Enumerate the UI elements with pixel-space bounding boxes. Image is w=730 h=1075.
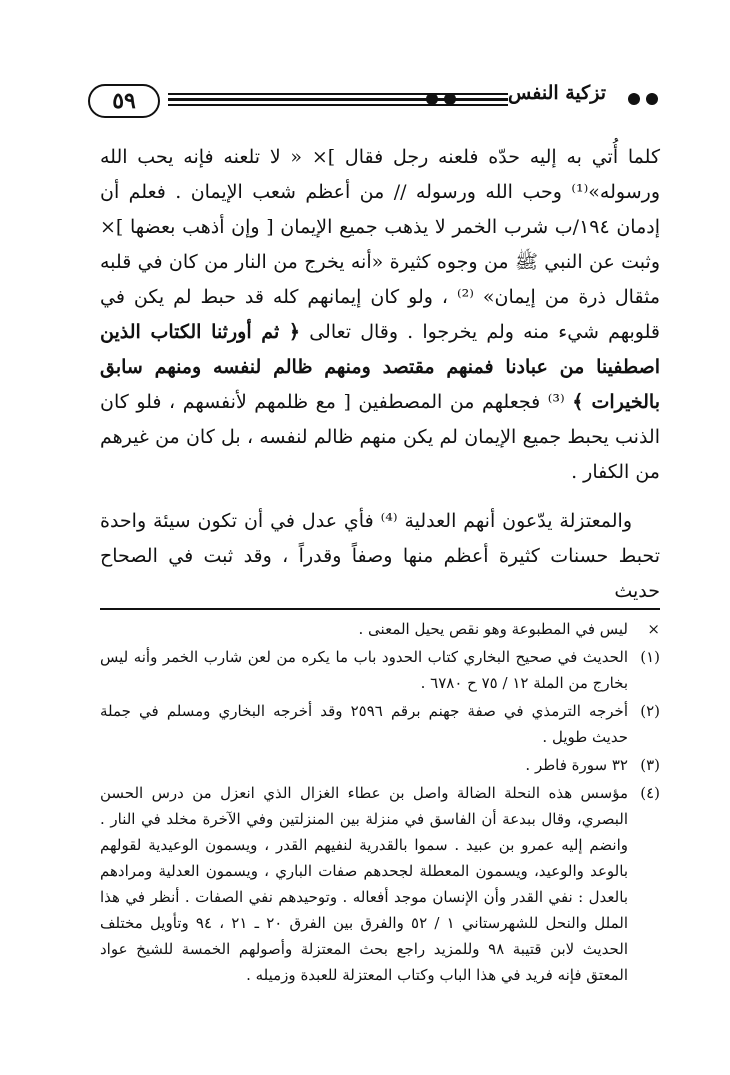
footnote <box>100 780 660 988</box>
footnote-separator <box>100 608 660 610</box>
body-paragraph <box>100 140 660 490</box>
footnote <box>100 698 660 750</box>
footnote-marker: (٤) <box>640 784 660 802</box>
ornament-dot <box>628 93 640 105</box>
footnote-marker: (٣) <box>640 756 660 774</box>
footnote-marker: (١) <box>640 648 660 666</box>
footnote-text: مؤسس هذه النحلة الضالة واصل بن عطاء الغزال الذي انعزل من درس الحسن البصري، وقال ببدعة أن الفاسق في منزلة بين المنزلتين وفي الآخرة مخلد في النار . وانضم إليه عمرو بن عبيد . سموا بالقدرية لنفيهم القدر ، ويسمون الوعيدية لقولهم بالوعد والوعيد، ويسمون المعطلة لجحدهم صفات الباري ، ويسمون العدلية ومرادهم بالعدل : نفي القدر وأن الإنسان موجد أفعاله . وتوحيدهم نفي الصفات . أنظر في هذا الملل والنحل للشهرستاني ١ / ٥٢ والفرق بين الفرق ٢٠ ـ ٢١ ، ٩٤ وتأويل مختلف الحديث لابن قتيبة ٩٨ وللمزيد راجع بحث المعتزلة وأصولهم الخمسة للشيخ عواد المعتق فإنه فريد في هذا الباب وكتاب المعتزلة للعبدة وزميله . <box>100 784 629 984</box>
footnote-text: أخرجه الترمذي في صفة جهنم برقم ٢٥٩٦ وقد أخرجه البخاري ومسلم في جملة حديث طويل . <box>100 702 628 746</box>
paragraph-text: ⁽³⁾ فجعلهم من المصطفين [ مع ظلمهم لأنفسهم ، فلو كان الذنب يحبط جميع الإيمان لم يكن منهم ظالم لنفسه ، بل كان من غيرهم من الكفار . <box>100 391 660 483</box>
footnote <box>100 644 660 696</box>
ornament-dot <box>426 93 438 105</box>
body-paragraph: والمعتزلة يدّعون أنهم العدلية ⁽⁴⁾ فأي عدل في أن تكون سيئة واحدة تحبط حسنات كثيرة أعظم منها وصفاً وقدراً ، وقد ثبت في الصحاح حديث <box>100 510 660 602</box>
paragraph-text: كلما أُتي به إليه حدّه فلعنه رجل فقال ]× « لا تلعنه فإنه يحب الله ورسوله»⁽¹⁾ وحب الله ورسوله // من أعظم شعب الإيمان . فعلم أن إدمان ١٩٤/ب شرب الخمر لا يذهب جميع الإيمان [ وإن أذهب بعضها ]× وثبت عن النبي ﷺ من وجوه كثيرة «أنه يخرج من النار من كان في قلبه مثقال ذرة من إيمان» ⁽²⁾ ، ولو كان إيمانهم كله قد حبط لم يكن في قلوبهم شيء منه ولم يخرجوا . وقال تعالى <box>100 146 660 343</box>
page-header <box>88 80 660 122</box>
running-title: تزكية النفس <box>508 82 606 104</box>
footnote-text: ليس في المطبوعة وهو نقص يحيل المعنى . <box>358 620 628 638</box>
header-rule <box>168 104 508 106</box>
ornament-dot <box>444 93 456 105</box>
footnote-marker: (٢) <box>640 702 660 720</box>
footnotes <box>100 616 660 990</box>
header-rule <box>168 93 508 95</box>
header-rule <box>168 98 508 101</box>
quran-verse: ﴿ ثم أورثنا الكتاب الذين اصطفينا من عبادنا فمنهم مقتصد ومنهم ظالم لنفسه ومنهم سابق بالخيرات ﴾ <box>100 321 660 413</box>
footnote-marker: × <box>647 620 660 638</box>
footnote-text: ٣٢ سورة فاطر . <box>525 756 628 774</box>
page-number: ٥٩ <box>88 84 160 118</box>
footnote <box>100 616 660 642</box>
footnote-text: الحديث في صحيح البخاري كتاب الحدود باب ما يكره من لعن شارب الخمر وأنه ليس بخارج من الملة ١٢ / ٧٥ ح ٦٧٨٠ . <box>100 648 628 692</box>
footnote <box>100 752 660 778</box>
main-text <box>100 140 660 609</box>
ornament-dot <box>646 93 658 105</box>
